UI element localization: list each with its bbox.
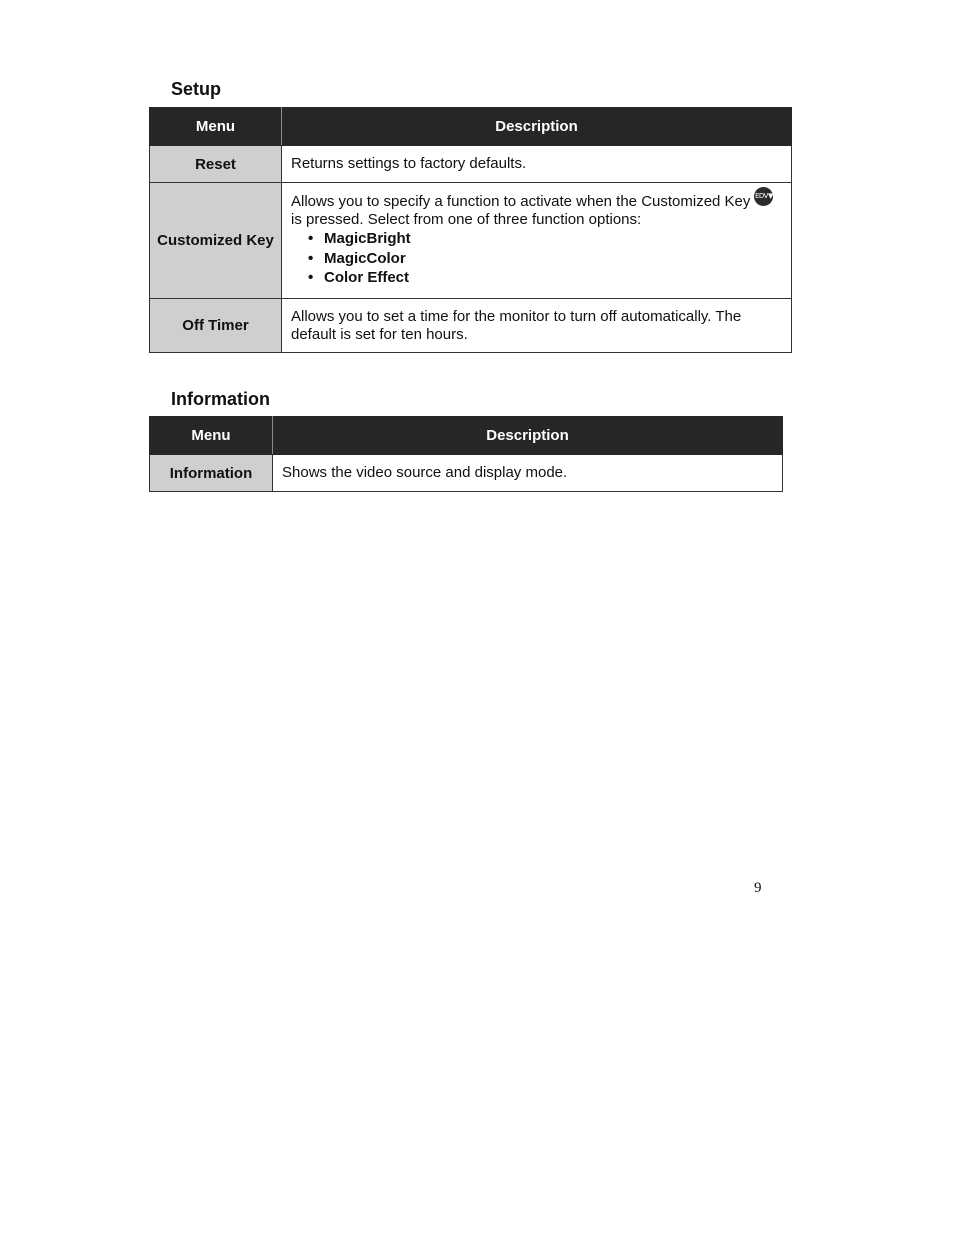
setup-table (149, 107, 792, 353)
menu-cell-information: Information (150, 455, 273, 492)
menu-cell-off-timer: Off Timer (150, 299, 282, 353)
information-menu-header: Menu (150, 417, 273, 455)
setup-header-row (150, 108, 792, 146)
list-item: • MagicBright (324, 229, 782, 249)
description-cell-customized-key (282, 183, 792, 299)
description-cell-information: Shows the video source and display mode. (273, 455, 783, 492)
list-item: • MagicColor (324, 249, 782, 269)
table-row (150, 183, 792, 299)
list-item: • Color Effect (324, 268, 782, 288)
description-cell-reset: Returns settings to factory defaults. (282, 146, 792, 183)
function-options-list (291, 229, 782, 288)
table-row (150, 146, 792, 183)
menu-cell-reset: Reset (150, 146, 282, 183)
setup-section-title: Setup (171, 79, 222, 99)
information-description-header: Description (273, 417, 783, 455)
customized-key-description-start: Allows you to specify a function to activate when the Customized Key (291, 193, 751, 211)
table-row (150, 455, 783, 492)
menu-cell-customized-key: Customized Key (150, 183, 282, 299)
table-row (150, 299, 792, 353)
setup-menu-header: Menu (150, 108, 282, 146)
information-section-title: Information (171, 389, 270, 409)
description-cell-off-timer: Allows you to set a time for the monitor to turn off automatically. The default is set for ten hours. (282, 299, 792, 353)
setup-description-header: Description (282, 108, 792, 146)
customized-key-icon: EDV▼ (754, 187, 773, 206)
information-table (149, 416, 783, 492)
page-number: 9 (754, 880, 762, 896)
information-header-row (150, 417, 783, 455)
customized-key-description-end: is pressed. Select from one of three function options: (291, 211, 642, 229)
